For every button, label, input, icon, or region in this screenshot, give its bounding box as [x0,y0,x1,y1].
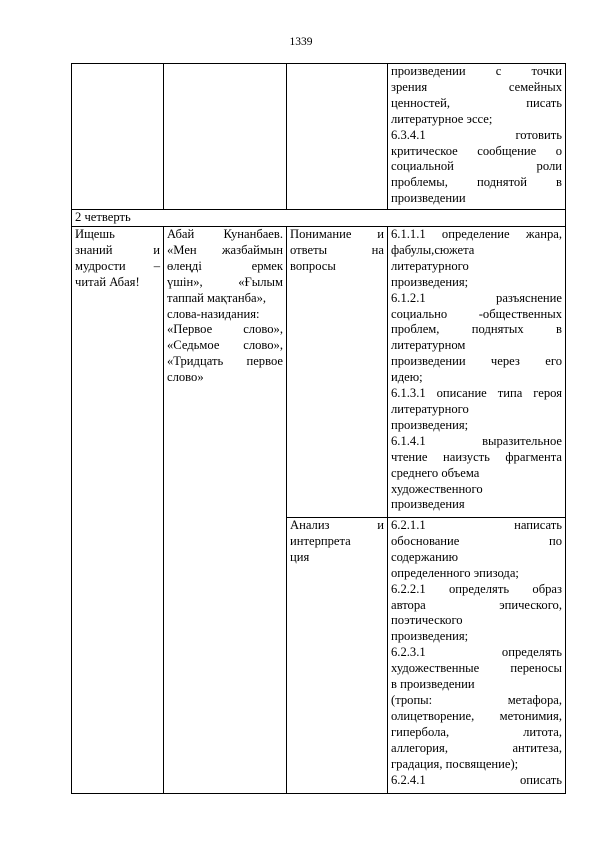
text-line: «Мен жазбаймын [167,242,283,257]
text-line: мудрости – [75,258,160,273]
text-line: литературное эссе; [391,111,493,126]
text-line: художественные переносы [391,661,562,676]
text-line: 6.2.3.1 определять [391,645,562,660]
text-line: ция [290,549,310,564]
text-cell-empty [164,64,287,210]
text-line: произведении с точки [391,64,562,78]
text-line: литературного [391,401,469,416]
text-line: литературного [391,258,469,273]
objectives-cell-understanding [388,227,566,518]
text-line: гипербола, литота, [391,724,562,739]
text-line: произведения; [391,274,469,289]
text-line: произведении [391,191,466,206]
text-line: произведения; [391,629,469,644]
text-line: литературном [391,338,466,353]
text-line: интерпрета [290,533,351,548]
text-line: среднего объема [391,465,480,480]
text-line: 6.2.4.1 описать [391,772,562,787]
text-line: 6.1.2.1 разъяснение [391,290,562,305]
text-line: Понимание и [290,227,384,241]
text-line: «Седьмое слово», [167,338,283,353]
text-line: 6.3.4.1 готовить [391,127,562,142]
text-line: градация, посвящение); [391,756,519,771]
text-line: социально -общественных [391,306,562,321]
text-line: проблем, поднятых в [391,322,562,337]
text-line: в произведении [391,677,475,692]
text-line: 6.1.1.1 определение жанра, [391,227,562,241]
text-line: поэтического [391,613,463,628]
text-line: «Первое слово», [167,322,283,337]
text-line: зрения семейных [391,79,562,94]
table-row-quarter [72,210,566,227]
text-line: идею; [391,370,423,385]
text-line: знаний и [75,242,160,257]
table-row-continuation [72,64,566,210]
text-line: вопросы [290,258,336,273]
literary-text-cell [164,227,287,794]
topic-cell [72,227,164,794]
text-line: Анализ и [290,518,384,532]
text-line: определенного эпизода; [391,565,519,580]
objectives-cell-analysis [388,518,566,794]
text-line: Ищешь [75,227,115,241]
table-row-understanding [72,227,566,518]
text-line: фабулы,сюжета [391,242,475,257]
text-line: 6.2.2.1 определять образ [391,581,562,596]
text-line: обоснование по [391,533,562,548]
text-line: өлеңді ермек [167,258,283,273]
text-line: слова-назидания: [167,306,260,321]
text-line: произведении через его [391,354,562,369]
skill-cell-understanding [287,227,388,518]
text-line: Абай Кунанбаев. [167,227,283,241]
text-line: «Тридцать первое [167,354,283,369]
text-line: произведения [391,497,465,512]
text-line: критическое сообщение о [391,143,562,158]
quarter-label: 2 четверть [72,210,566,227]
text-line: социальной роли [391,159,562,174]
skill-cell-empty [287,64,388,210]
text-line: произведения; [391,417,469,432]
page-number: 1339 [289,36,313,48]
text-line: (тропы: метафора, [391,692,562,707]
text-line: читай Абая! [75,274,140,289]
objectives-cell [388,64,566,210]
text-line: автора эпического, [391,597,562,612]
text-line: таппай мақтанба», [167,290,267,305]
text-line: аллегория, антитеза, [391,740,562,755]
curriculum-table [71,63,566,794]
topic-cell-empty [72,64,164,210]
text-line: 6.1.4.1 выразительное [391,433,562,448]
text-line: ответы на [290,242,384,257]
skill-cell-analysis [287,518,388,794]
text-line: чтение наизусть фрагмента [391,449,562,464]
text-line: содержанию [391,549,458,564]
text-line: художественного [391,481,483,496]
text-line: слово» [167,370,204,385]
text-line: үшін», «Ғылым [167,274,283,289]
text-line: 6.1.3.1 описание типа героя [391,386,562,401]
text-line: проблемы, поднятой в [391,175,562,190]
text-line: ценностей, писать [391,95,562,110]
text-line: олицетворение, метонимия, [391,708,562,723]
text-line: 6.2.1.1 написать [391,518,562,532]
